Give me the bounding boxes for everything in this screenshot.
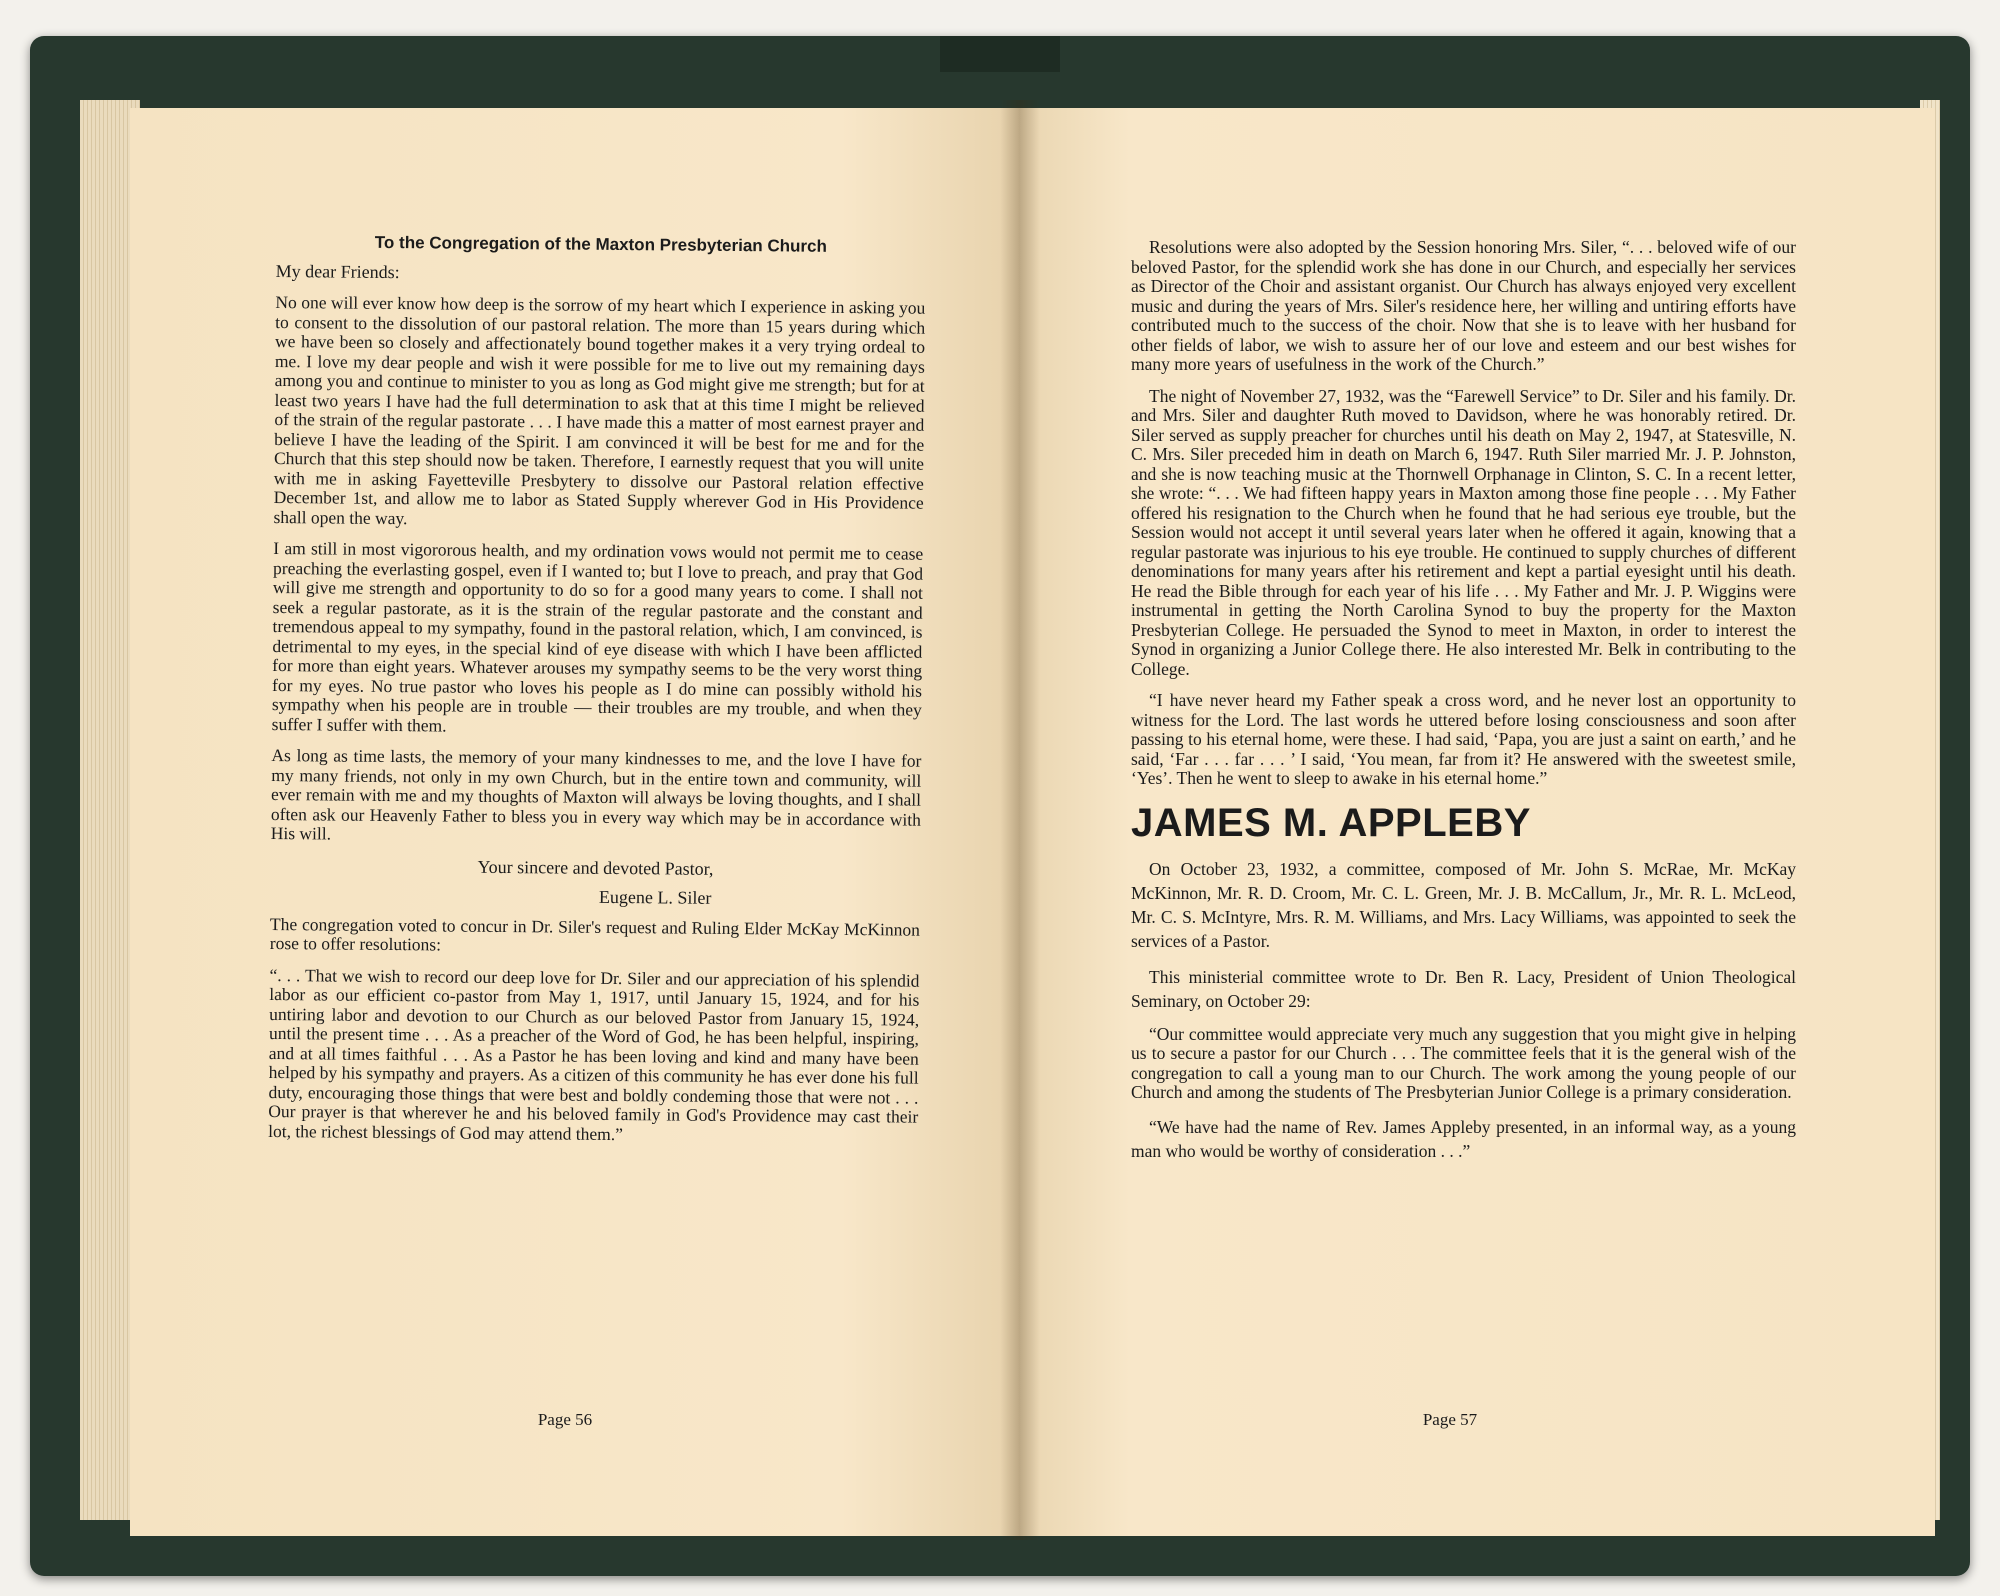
- section-title: JAMES M. APPLEBY: [1131, 800, 1531, 845]
- page-number-left: Page 56: [537, 1410, 593, 1429]
- book-gutter-shadow: [1000, 100, 1040, 1540]
- text-paragraph: “I have never heard my Father speak a cross word, and he never lost an opportunity to witness for the Lord. The last words he uttered before losing consciousness and soon after passing to his eternal home, were these. I had said, ‘Papa, you are just a saint on earth,’ and he said, ‘Far . . . far . . . ’ I said, ‘You mean, far from it? He answered with the sweetest smile, ‘Yes’. Then he went to sleep to awake in his eternal home.”: [1131, 690, 1796, 788]
- text-paragraph: “We have had the name of Rev. James Appleby presented, in an informal way, as a young man who would be worthy of consideration . . .”: [1131, 1116, 1796, 1161]
- left-page: [130, 108, 1020, 1536]
- text-paragraph: Resolutions were also adopted by the Session honoring Mrs. Siler, “. . . beloved wife of our beloved Pastor, for the splendid work she has done in our Church, and especially her services as Director of the Choir and assistant organist. Our Church has always enjoyed very excellent music and during the years of Mrs. Siler's residence here, her willing and untiring efforts have contributed much to the success of the choir. Now that she is to leave with her husband for other fields of labor, we wish to assure her of our love and esteem and our best wishes for many more years of usefulness in the work of the Church.”: [1131, 237, 1796, 374]
- page-number-right: Page 57: [1422, 1410, 1478, 1429]
- right-page: [1020, 108, 1935, 1536]
- text-paragraph: On October 23, 1932, a committee, composed of Mr. John S. McRae, Mr. McKay McKinnon, Mr. R. D. Croom, Mr. C. L. Green, Mr. J. B. McCallum, Jr., Mr. R. L. McLeod, Mr. C. S. McIntyre, Mrs. R. M. Williams, and Mrs. Lacy Williams, was appointed to seek the services of a Pastor.: [1131, 858, 1796, 951]
- text-paragraph: The night of November 27, 1932, was the “Farewell Service” to Dr. Siler and his family. Dr. and Mrs. Siler and daughter Ruth moved to Davidson, where he was honorably retired. Dr. Siler served as supply preacher for churches until his death on May 2, 1947, at Statesville, N. C. Mrs. Siler preceded him in death on March 6, 1947. Ruth Siler married Mr. J. P. Johnston, and she is now teaching music at the Thornwell Orphanage in Clinton, S. C. In a recent letter, she wrote: “. . . We had fifteen happy years in Maxton among those fine people . . . My Father offered his resignation to the Church when he found that he had serious eye trouble, but the Session would not accept it until several years later when he offered it again, knowing that a regular pastorate was injurious to his eye trouble. He continued to supply churches of different denominations for many years after his retirement and kept a partial eyesight until his death. He read the Bible through for each year of his life . . . My Father and Mr. J. P. Wiggins were instrumental in getting the North Carolina Synod to buy the property for the Maxton Presbyterian College. He persuaded the Synod to meet in Maxton, in order to interest the Synod in organizing a Junior College there. He also interested Mr. Belk in contributing to the College.: [1131, 385, 1796, 679]
- text-paragraph: “Our committee would appreciate very much any suggestion that you might give in helping us to secure a pastor for our Church . . . The committee feels that it is the general wish of the congregation to call a young man to our Church. The work among the young people of our Church and among the students of The Presbyterian Junior College is a primary consideration.: [1131, 1023, 1796, 1102]
- left-page-text: [268, 232, 926, 1159]
- congregation-vote-paragraph: The congregation voted to concur in Dr. Siler's request and Ruling Elder McKay McKinnon rose to offer resolutions:: [269, 913, 921, 955]
- letter-paragraph: No one will ever know how deep is the sorrow of my heart which I experience in asking you to consent to the dissolution of our pastoral relation. The more than 15 years during which we have been so closely and affectionately bound together makes it a very trying ordeal to me. I love my dear people and wish it were possible for me to live out my remaining days among you and continue to minister to you as long as God might give me strength; but for at least two years I have had the full determination to ask that at this time I might be relieved of the strain of the regular pastorate . . . I have made this a matter of most earnest prayer and believe I have the leading of the Spirit. I am convinced it will be best for me and for the Church that this step should now be taken. Therefore, I earnestly request that you will unite with me in asking Fayetteville Presbytery to dissolve our Pastoral relation effective December 1st, and allow me to labor as Stated Supply wherever God in His Providence shall open the way.: [273, 291, 926, 528]
- letter-paragraph: As long as time lasts, the memory of your many kindnesses to me, and the love I have for my many friends, not only in my own Church, but in the entire town and community, will ever remain with me and my thoughts of Maxton will always be loving thoughts, and I shall often ask our Heavenly Father to bless you in every way which may be in accordance with His will.: [270, 744, 922, 844]
- letter-heading: To the Congregation of the Maxton Presbyterian Church: [374, 232, 828, 256]
- letter-salutation: My dear Friends:: [275, 260, 400, 282]
- right-page-text: [1131, 238, 1796, 1175]
- text-paragraph: This ministerial committee wrote to Dr. Ben R. Lacy, President of Union Theological Seminary, on October 29:: [1131, 966, 1796, 1011]
- letter-signature: Eugene L. Siler: [598, 886, 712, 908]
- book-spine: [940, 36, 1060, 72]
- letter-closing: Your sincere and devoted Pastor,: [477, 856, 714, 879]
- letter-paragraph: I am still in most vigororous health, and my ordination vows would not permit me to cease preaching the everlasting gospel, even if I wanted to; but I love to preach, and pray that God will give me strength and opportunity to do so for a good many years to come. I shall not seek a regular pastorate, as it is the strain of the regular pastorate and the constant and tremendous appeal to my sympathy, found in the pastoral relation, which, I am convinced, is detrimental to my eyes, in the special kind of eye disease with which I have been afflicted for more than eight years. Whatever arouses my sympathy seems to be the very worst thing for my eyes. No true pastor who loves his people as I do mine can possibly withold his sympathy when his people are in trouble — their troubles are my trouble, and when they suffer I suffer with them.: [271, 537, 924, 736]
- resolution-paragraph: “. . . That we wish to record our deep love for Dr. Siler and our appreciation of his splendid labor as our efficient co-pastor from May 1, 1917, until January 15, 1924, and for his untiring labor and devotion to our Church as our beloved Pastor from January 15, 1924, until the present time . . . As a preacher of the Word of God, he has been helpful, inspiring, and at all times faithful . . . As a Pastor he has been loving and kind and many have been helped by his sympathy and prayers. As a citizen of this community he has ever done his full duty, encouraging those things that were best and boldly condeming those that were not . . . Our prayer is that wherever he and his beloved family in God's Providence may cast their lot, the richest blessings of God may attend them.”: [268, 964, 920, 1144]
